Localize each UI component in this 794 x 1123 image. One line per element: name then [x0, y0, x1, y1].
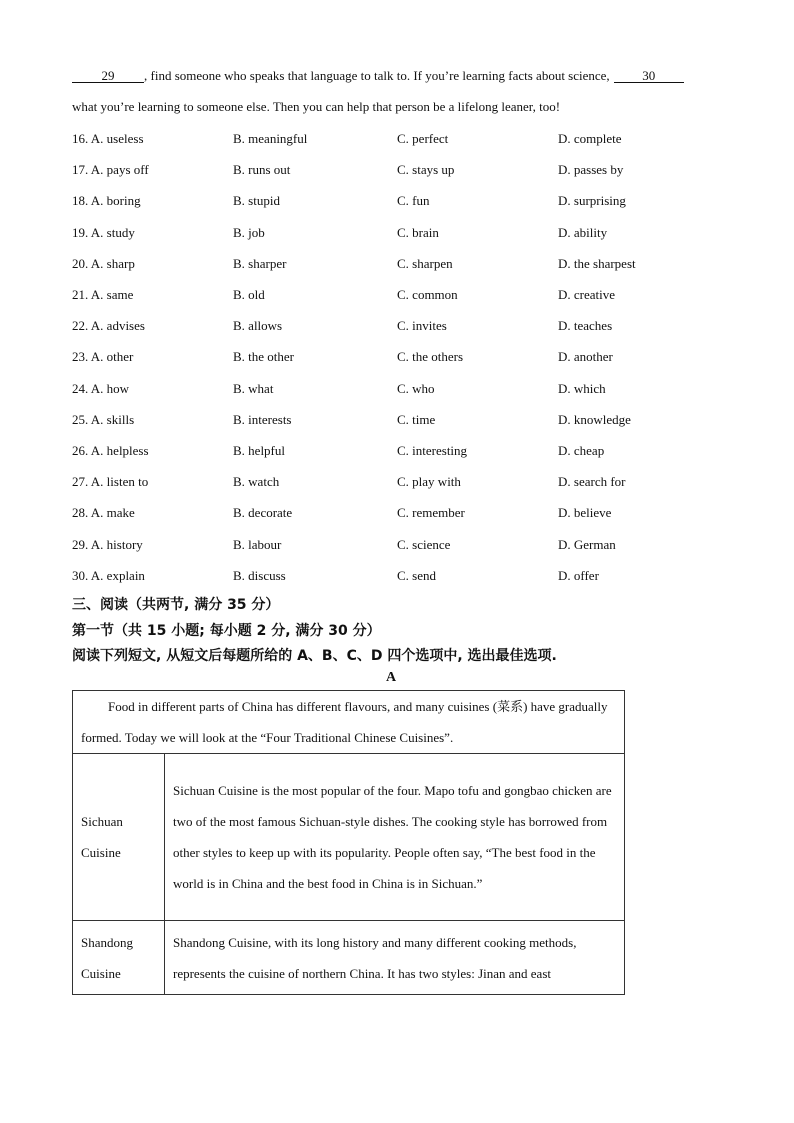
blank-30: 30 [614, 69, 684, 83]
table-intro-cell [73, 691, 625, 754]
cuisine-desc-text: Shandong Cuisine, with its long history and many different cooking methods, represents the cuisine of northern China. It has two styles: Jinan and east [173, 934, 577, 981]
option-d: D. another [558, 349, 613, 365]
option-d: D. knowledge [558, 411, 631, 427]
option-b: B. meaningful [233, 131, 308, 146]
option-b: B. interests [233, 411, 292, 427]
option-a: 30. A. explain [72, 567, 145, 583]
option-d: D. cheap [558, 443, 605, 458]
option-b: B. the other [233, 349, 295, 365]
option-b: B. discuss [233, 567, 286, 583]
option-d: D. German [558, 536, 616, 552]
option-c: C. remember [397, 505, 465, 521]
blank-29: 29 [72, 69, 144, 83]
option-a: 18. A. boring [72, 193, 141, 209]
cuisine-name-line-2: Cuisine [81, 965, 121, 981]
option-d: D. believe [558, 505, 612, 521]
option-b: B. helpful [233, 443, 285, 458]
option-d: D. complete [558, 131, 622, 146]
option-d: D. teaches [558, 318, 613, 334]
option-c: C. stays up [397, 162, 455, 178]
option-b: B. watch [233, 474, 280, 490]
option-c: C. play with [397, 474, 461, 490]
passage-letter: A [386, 670, 397, 685]
cuisine-table [72, 690, 625, 995]
option-a: 24. A. how [72, 380, 130, 396]
option-d: D. the sharpest [558, 255, 636, 271]
option-c: C. science [397, 536, 451, 552]
option-d: D. ability [558, 224, 608, 240]
section-title: 三、阅读（共两节, 满分 35 分） [72, 597, 280, 613]
option-b: B. old [233, 287, 265, 302]
cuisine-name-line-1: Shandong [81, 934, 133, 950]
option-d: D. offer [558, 567, 599, 583]
cuisine-desc-text: Sichuan Cuisine is the most popular of the four. Mapo tofu and gongbao chicken are two of the most famous Sichuan-style dishes. The cooking style has borrowed from other styles to keep up with its popularity. People often say, “The best food in the world is in China and the best food in China is in Sichuan.” [173, 783, 612, 891]
option-b: B. runs out [233, 162, 291, 178]
option-b: B. job [233, 224, 265, 240]
option-d: D. which [558, 380, 606, 396]
option-c: C. invites [397, 318, 447, 334]
option-b: B. decorate [233, 505, 293, 521]
option-d: D. passes by [558, 162, 624, 178]
option-b: B. sharper [233, 255, 287, 271]
section-part: 第一节（共 15 小题; 每小题 2 分, 满分 30 分） [72, 623, 381, 639]
cuisine-name-cell [73, 754, 165, 921]
cuisine-name-cell [73, 921, 165, 995]
passage-line-2: what you’re learning to someone else. Then you can help that person be a lifelong leaner, too! [72, 99, 561, 114]
option-d: D. creative [558, 287, 616, 302]
option-a: 25. A. skills [72, 411, 135, 427]
option-c: C. perfect [397, 131, 449, 146]
option-a: 28. A. make [72, 505, 135, 521]
passage-line-1 [72, 68, 684, 84]
option-a: 16. A. useless [72, 131, 144, 146]
option-a: 19. A. study [72, 224, 135, 240]
option-c: C. time [397, 411, 436, 427]
option-b: B. labour [233, 536, 282, 552]
option-c: C. sharpen [397, 255, 453, 271]
option-a: 23. A. other [72, 349, 134, 365]
option-c: C. send [397, 567, 436, 583]
section-instruction: 阅读下列短文, 从短文后每题所给的 A、B、C、D 四个选项中, 选出最佳选项. [72, 648, 557, 664]
table-row [73, 754, 625, 921]
option-b: B. what [233, 380, 274, 396]
option-d: D. search for [558, 474, 626, 490]
cuisine-desc-cell [165, 754, 625, 921]
option-a: 29. A. history [72, 536, 143, 552]
table-row [73, 921, 625, 995]
option-a: 17. A. pays off [72, 162, 149, 178]
option-c: C. fun [397, 193, 430, 209]
option-d: D. surprising [558, 193, 626, 209]
table-intro-row [73, 691, 625, 754]
option-c: C. brain [397, 224, 439, 240]
option-c: C. interesting [397, 443, 468, 458]
passage-text-1: , find someone who speaks that language to talk to. If you’re learning facts about science, [144, 68, 610, 83]
option-a: 21. A. same [72, 287, 134, 302]
table-intro-text: Food in different parts of China has different flavours, and many cuisines (菜系) have gradually formed. Today we will look at the “Four Traditional Chinese Cuisines”. [81, 699, 608, 745]
option-c: C. common [397, 287, 458, 302]
option-b: B. stupid [233, 193, 280, 209]
option-c: C. who [397, 380, 435, 396]
option-b: B. allows [233, 318, 283, 334]
option-c: C. the others [397, 349, 464, 365]
cuisine-name-line-2: Cuisine [81, 845, 121, 860]
cuisine-desc-cell [165, 921, 625, 995]
cuisine-name-line-1: Sichuan [81, 814, 123, 829]
option-a: 27. A. listen to [72, 474, 149, 490]
option-a: 20. A. sharp [72, 255, 135, 271]
option-a: 22. A. advises [72, 318, 145, 334]
option-a: 26. A. helpless [72, 443, 149, 458]
